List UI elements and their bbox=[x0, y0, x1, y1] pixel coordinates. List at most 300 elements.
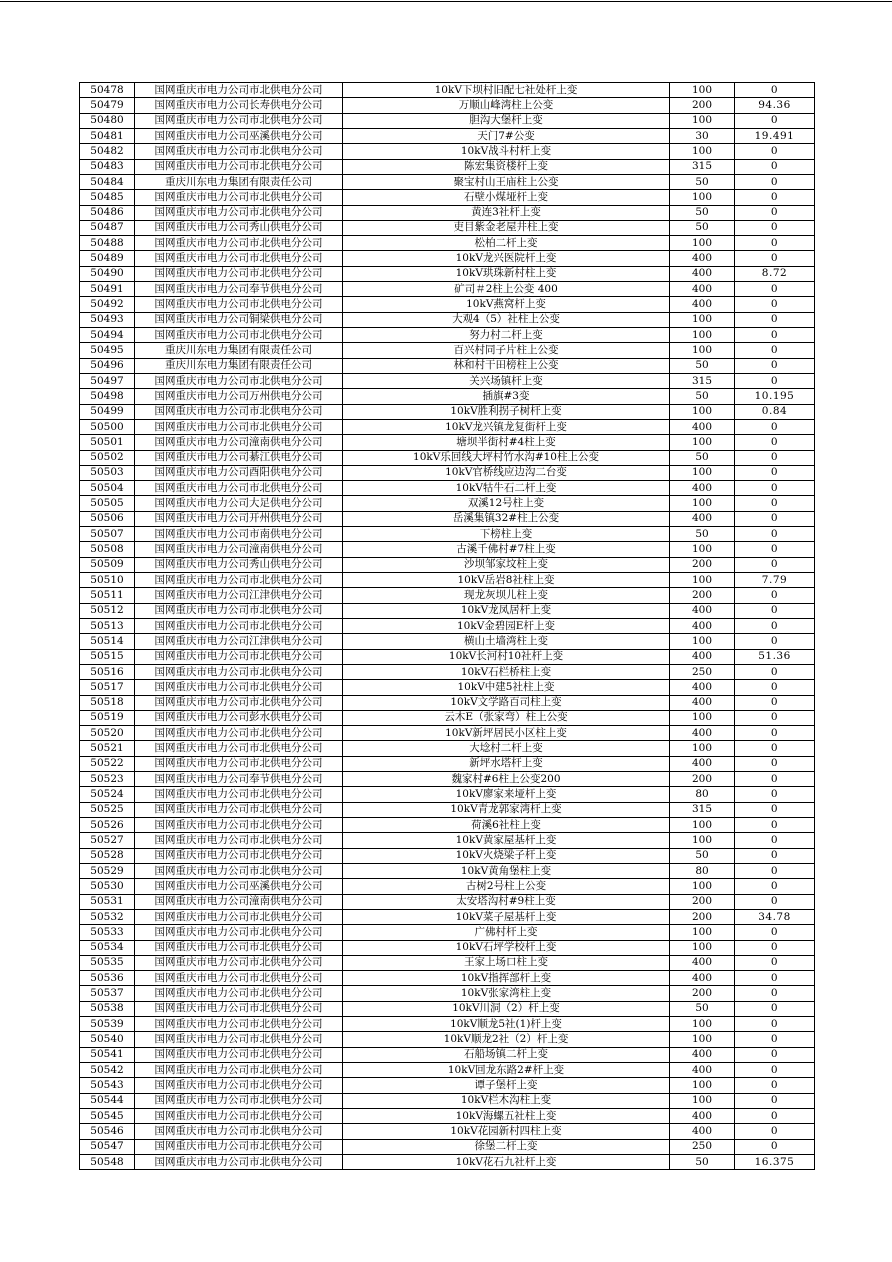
table-row bbox=[80, 649, 815, 664]
company-cell: 国网重庆市电力公司市北供电分公司 bbox=[135, 986, 343, 1001]
value-cell: 0 bbox=[735, 251, 815, 266]
transformer-name-cell: 10kV中建5社柱上变 bbox=[343, 680, 670, 695]
table-row bbox=[80, 940, 815, 955]
row-id-cell: 50546 bbox=[80, 1124, 135, 1139]
capacity-cell: 400 bbox=[670, 955, 735, 970]
table-row bbox=[80, 802, 815, 817]
value-cell: 0 bbox=[735, 741, 815, 756]
row-id-cell: 50531 bbox=[80, 894, 135, 909]
capacity-cell: 400 bbox=[670, 419, 735, 434]
value-cell: 0 bbox=[735, 419, 815, 434]
company-cell: 国网重庆市电力公司市北供电分公司 bbox=[135, 909, 343, 924]
value-cell: 0 bbox=[735, 1017, 815, 1032]
company-cell: 国网重庆市电力公司市北供电分公司 bbox=[135, 1108, 343, 1123]
company-cell: 国网重庆市电力公司市北供电分公司 bbox=[135, 419, 343, 434]
value-cell: 0 bbox=[735, 1124, 815, 1139]
value-cell: 0 bbox=[735, 818, 815, 833]
capacity-cell: 400 bbox=[670, 297, 735, 312]
value-cell: 0 bbox=[735, 1047, 815, 1062]
transformer-name-cell: 大观4（5）社柱上公变 bbox=[343, 312, 670, 327]
capacity-cell: 400 bbox=[670, 726, 735, 741]
row-id-cell: 50510 bbox=[80, 573, 135, 588]
transformer-name-cell: 10kV栏木沟柱上变 bbox=[343, 1093, 670, 1108]
capacity-cell: 100 bbox=[670, 496, 735, 511]
company-cell: 国网重庆市电力公司长寿供电分公司 bbox=[135, 98, 343, 113]
company-cell: 国网重庆市电力公司大足供电分公司 bbox=[135, 496, 343, 511]
capacity-cell: 200 bbox=[670, 894, 735, 909]
transformer-name-cell: 沙坝邹家坟柱上变 bbox=[343, 557, 670, 572]
company-cell: 国网重庆市电力公司江津供电分公司 bbox=[135, 588, 343, 603]
capacity-cell: 250 bbox=[670, 664, 735, 679]
capacity-cell: 100 bbox=[670, 144, 735, 159]
company-cell: 国网重庆市电力公司市北供电分公司 bbox=[135, 205, 343, 220]
row-id-cell: 50519 bbox=[80, 710, 135, 725]
capacity-cell: 100 bbox=[670, 435, 735, 450]
company-cell: 国网重庆市电力公司市北供电分公司 bbox=[135, 1139, 343, 1154]
capacity-cell: 400 bbox=[670, 282, 735, 297]
capacity-cell: 200 bbox=[670, 98, 735, 113]
company-cell: 国网重庆市电力公司酉阳供电分公司 bbox=[135, 465, 343, 480]
value-cell: 0 bbox=[735, 527, 815, 542]
transformer-name-cell: 10kV顺龙2社（2）杆上变 bbox=[343, 1032, 670, 1047]
transformer-name-cell: 10kV龙兴医院杆上变 bbox=[343, 251, 670, 266]
transformer-name-cell: 10kV花石九社杆上变 bbox=[343, 1154, 670, 1169]
row-id-cell: 50525 bbox=[80, 802, 135, 817]
row-id-cell: 50537 bbox=[80, 986, 135, 1001]
row-id-cell: 50481 bbox=[80, 128, 135, 143]
value-cell: 0 bbox=[735, 955, 815, 970]
value-cell: 0 bbox=[735, 312, 815, 327]
capacity-cell: 250 bbox=[670, 1139, 735, 1154]
value-cell: 8.72 bbox=[735, 266, 815, 281]
row-id-cell: 50516 bbox=[80, 664, 135, 679]
transformer-name-cell: 10kV回龙东路2#杆上变 bbox=[343, 1063, 670, 1078]
table-row bbox=[80, 282, 815, 297]
row-id-cell: 50496 bbox=[80, 358, 135, 373]
company-cell: 国网重庆市电力公司秀山供电分公司 bbox=[135, 220, 343, 235]
capacity-cell: 100 bbox=[670, 328, 735, 343]
transformer-name-cell: 万顺山峰湾柱上公变 bbox=[343, 98, 670, 113]
table-row bbox=[80, 1078, 815, 1093]
table-row bbox=[80, 128, 815, 143]
transformer-name-cell: 10kV龙凤居杆上变 bbox=[343, 603, 670, 618]
company-cell: 国网重庆市电力公司铜梁供电分公司 bbox=[135, 312, 343, 327]
table-row bbox=[80, 772, 815, 787]
table-body bbox=[80, 83, 815, 1170]
transformer-name-cell: 10kV文学路百司柱上变 bbox=[343, 695, 670, 710]
row-id-cell: 50532 bbox=[80, 909, 135, 924]
capacity-cell: 100 bbox=[670, 634, 735, 649]
company-cell: 国网重庆市电力公司市北供电分公司 bbox=[135, 481, 343, 496]
company-cell: 国网重庆市电力公司市北供电分公司 bbox=[135, 1047, 343, 1062]
transformer-name-cell: 10kV乐回线大坪村竹水沟#10柱上公变 bbox=[343, 450, 670, 465]
transformer-name-cell: 10kV张家湾柱上变 bbox=[343, 986, 670, 1001]
company-cell: 国网重庆市电力公司市北供电分公司 bbox=[135, 404, 343, 419]
table-row bbox=[80, 863, 815, 878]
value-cell: 0 bbox=[735, 542, 815, 557]
transformer-name-cell: 10kV战斗村杆上变 bbox=[343, 144, 670, 159]
row-id-cell: 50498 bbox=[80, 389, 135, 404]
transformer-name-cell: 10kV岳岩8社柱上变 bbox=[343, 573, 670, 588]
value-cell: 0 bbox=[735, 481, 815, 496]
row-id-cell: 50491 bbox=[80, 282, 135, 297]
row-id-cell: 50480 bbox=[80, 113, 135, 128]
transformer-name-cell: 现龙灰坝儿柱上变 bbox=[343, 588, 670, 603]
transformer-table bbox=[79, 82, 815, 1170]
table-row bbox=[80, 557, 815, 572]
row-id-cell: 50501 bbox=[80, 435, 135, 450]
table-row bbox=[80, 1017, 815, 1032]
company-cell: 国网重庆市电力公司市北供电分公司 bbox=[135, 818, 343, 833]
table-row bbox=[80, 159, 815, 174]
value-cell: 0 bbox=[735, 343, 815, 358]
capacity-cell: 100 bbox=[670, 741, 735, 756]
value-cell: 0 bbox=[735, 603, 815, 618]
company-cell: 国网重庆市电力公司巫溪供电分公司 bbox=[135, 879, 343, 894]
table-row bbox=[80, 98, 815, 113]
value-cell: 19.491 bbox=[735, 128, 815, 143]
value-cell: 0 bbox=[735, 680, 815, 695]
value-cell: 0 bbox=[735, 511, 815, 526]
capacity-cell: 100 bbox=[670, 542, 735, 557]
capacity-cell: 400 bbox=[670, 1063, 735, 1078]
value-cell: 0 bbox=[735, 664, 815, 679]
company-cell: 国网重庆市电力公司市北供电分公司 bbox=[135, 236, 343, 251]
table-row bbox=[80, 435, 815, 450]
table-row bbox=[80, 680, 815, 695]
row-id-cell: 50483 bbox=[80, 159, 135, 174]
transformer-name-cell: 10kV顺龙5社(1)杆上变 bbox=[343, 1017, 670, 1032]
transformer-name-cell: 10kV珙珠新村柱上变 bbox=[343, 266, 670, 281]
value-cell: 0 bbox=[735, 1032, 815, 1047]
table-row bbox=[80, 741, 815, 756]
row-id-cell: 50502 bbox=[80, 450, 135, 465]
capacity-cell: 400 bbox=[670, 1047, 735, 1062]
company-cell: 国网重庆市电力公司巫溪供电分公司 bbox=[135, 128, 343, 143]
capacity-cell: 30 bbox=[670, 128, 735, 143]
table-row bbox=[80, 833, 815, 848]
transformer-name-cell: 石船场镇二杆上变 bbox=[343, 1047, 670, 1062]
value-cell: 0 bbox=[735, 328, 815, 343]
company-cell: 国网重庆市电力公司奉节供电分公司 bbox=[135, 772, 343, 787]
capacity-cell: 100 bbox=[670, 1032, 735, 1047]
table-row bbox=[80, 710, 815, 725]
company-cell: 国网重庆市电力公司市北供电分公司 bbox=[135, 863, 343, 878]
company-cell: 国网重庆市电力公司綦江供电分公司 bbox=[135, 450, 343, 465]
capacity-cell: 80 bbox=[670, 863, 735, 878]
capacity-cell: 100 bbox=[670, 465, 735, 480]
value-cell: 0 bbox=[735, 894, 815, 909]
company-cell: 国网重庆市电力公司市北供电分公司 bbox=[135, 618, 343, 633]
row-id-cell: 50482 bbox=[80, 144, 135, 159]
capacity-cell: 315 bbox=[670, 159, 735, 174]
capacity-cell: 200 bbox=[670, 986, 735, 1001]
table-row bbox=[80, 144, 815, 159]
transformer-name-cell: 10kV廖家来垭杆上变 bbox=[343, 787, 670, 802]
capacity-cell: 400 bbox=[670, 481, 735, 496]
table-row bbox=[80, 496, 815, 511]
transformer-name-cell: 10kV长河村10社杆上变 bbox=[343, 649, 670, 664]
company-cell: 国网重庆市电力公司市南供电分公司 bbox=[135, 527, 343, 542]
row-id-cell: 50534 bbox=[80, 940, 135, 955]
value-cell: 0 bbox=[735, 588, 815, 603]
table-row bbox=[80, 205, 815, 220]
value-cell: 0 bbox=[735, 236, 815, 251]
transformer-name-cell: 王家上场口柱上变 bbox=[343, 955, 670, 970]
company-cell: 国网重庆市电力公司市北供电分公司 bbox=[135, 833, 343, 848]
value-cell: 0 bbox=[735, 1093, 815, 1108]
transformer-name-cell: 10kV燕窝杆上变 bbox=[343, 297, 670, 312]
table-row bbox=[80, 894, 815, 909]
transformer-name-cell: 10kV川洞（2）杆上变 bbox=[343, 1001, 670, 1016]
table-row bbox=[80, 603, 815, 618]
company-cell: 国网重庆市电力公司市北供电分公司 bbox=[135, 955, 343, 970]
value-cell: 0 bbox=[735, 144, 815, 159]
table-row bbox=[80, 251, 815, 266]
table-row bbox=[80, 312, 815, 327]
capacity-cell: 50 bbox=[670, 389, 735, 404]
row-id-cell: 50507 bbox=[80, 527, 135, 542]
value-cell: 0 bbox=[735, 373, 815, 388]
transformer-name-cell: 10kV菜子屋基杆上变 bbox=[343, 909, 670, 924]
capacity-cell: 400 bbox=[670, 971, 735, 986]
transformer-name-cell: 石壁小煤垭杆上变 bbox=[343, 190, 670, 205]
transformer-name-cell: 胆沟大堡杆上变 bbox=[343, 113, 670, 128]
table-row bbox=[80, 328, 815, 343]
value-cell: 94.36 bbox=[735, 98, 815, 113]
row-id-cell: 50524 bbox=[80, 787, 135, 802]
company-cell: 国网重庆市电力公司市北供电分公司 bbox=[135, 1032, 343, 1047]
row-id-cell: 50542 bbox=[80, 1063, 135, 1078]
value-cell: 0 bbox=[735, 1063, 815, 1078]
row-id-cell: 50543 bbox=[80, 1078, 135, 1093]
value-cell: 0 bbox=[735, 772, 815, 787]
capacity-cell: 100 bbox=[670, 1093, 735, 1108]
row-id-cell: 50484 bbox=[80, 174, 135, 189]
row-id-cell: 50488 bbox=[80, 236, 135, 251]
row-id-cell: 50508 bbox=[80, 542, 135, 557]
value-cell: 0 bbox=[735, 986, 815, 1001]
table-row bbox=[80, 174, 815, 189]
row-id-cell: 50503 bbox=[80, 465, 135, 480]
row-id-cell: 50509 bbox=[80, 557, 135, 572]
capacity-cell: 50 bbox=[670, 527, 735, 542]
row-id-cell: 50530 bbox=[80, 879, 135, 894]
company-cell: 国网重庆市电力公司市北供电分公司 bbox=[135, 328, 343, 343]
capacity-cell: 400 bbox=[670, 649, 735, 664]
value-cell: 0 bbox=[735, 190, 815, 205]
table-row bbox=[80, 971, 815, 986]
value-cell: 0 bbox=[735, 1108, 815, 1123]
capacity-cell: 200 bbox=[670, 557, 735, 572]
table-row bbox=[80, 787, 815, 802]
transformer-name-cell: 黄连3社杆上变 bbox=[343, 205, 670, 220]
table-row bbox=[80, 618, 815, 633]
company-cell: 国网重庆市电力公司潼南供电分公司 bbox=[135, 435, 343, 450]
company-cell: 国网重庆市电力公司市北供电分公司 bbox=[135, 695, 343, 710]
row-id-cell: 50490 bbox=[80, 266, 135, 281]
transformer-name-cell: 10kV火烧梁子杆上变 bbox=[343, 848, 670, 863]
table-row bbox=[80, 695, 815, 710]
capacity-cell: 50 bbox=[670, 205, 735, 220]
table-row bbox=[80, 511, 815, 526]
capacity-cell: 50 bbox=[670, 1001, 735, 1016]
value-cell: 0 bbox=[735, 695, 815, 710]
capacity-cell: 50 bbox=[670, 1154, 735, 1169]
company-cell: 国网重庆市电力公司市北供电分公司 bbox=[135, 1093, 343, 1108]
company-cell: 国网重庆市电力公司市北供电分公司 bbox=[135, 756, 343, 771]
transformer-name-cell: 横山土墙湾柱上变 bbox=[343, 634, 670, 649]
transformer-name-cell: 10kV石栏桥柱上变 bbox=[343, 664, 670, 679]
row-id-cell: 50497 bbox=[80, 373, 135, 388]
value-cell: 0 bbox=[735, 618, 815, 633]
company-cell: 国网重庆市电力公司江津供电分公司 bbox=[135, 634, 343, 649]
table-row bbox=[80, 588, 815, 603]
company-cell: 国网重庆市电力公司市北供电分公司 bbox=[135, 848, 343, 863]
company-cell: 国网重庆市电力公司市北供电分公司 bbox=[135, 741, 343, 756]
value-cell: 0.84 bbox=[735, 404, 815, 419]
table-row bbox=[80, 190, 815, 205]
table-row bbox=[80, 1124, 815, 1139]
value-cell: 0 bbox=[735, 787, 815, 802]
value-cell: 0 bbox=[735, 1139, 815, 1154]
transformer-name-cell: 10kV胜利拐子树杆上变 bbox=[343, 404, 670, 419]
value-cell: 0 bbox=[735, 83, 815, 98]
page-top-rule bbox=[0, 1, 892, 2]
capacity-cell: 400 bbox=[670, 618, 735, 633]
capacity-cell: 400 bbox=[670, 756, 735, 771]
table-row bbox=[80, 925, 815, 940]
company-cell: 国网重庆市电力公司市北供电分公司 bbox=[135, 266, 343, 281]
value-cell: 0 bbox=[735, 450, 815, 465]
transformer-name-cell: 岳溪集镇32#柱上公变 bbox=[343, 511, 670, 526]
company-cell: 国网重庆市电力公司市北供电分公司 bbox=[135, 940, 343, 955]
value-cell: 0 bbox=[735, 756, 815, 771]
transformer-name-cell: 谭子堡杆上变 bbox=[343, 1078, 670, 1093]
row-id-cell: 50545 bbox=[80, 1108, 135, 1123]
table-row bbox=[80, 297, 815, 312]
table-row bbox=[80, 848, 815, 863]
value-cell: 0 bbox=[735, 435, 815, 450]
transformer-name-cell: 太安塔沟村#9柱上变 bbox=[343, 894, 670, 909]
capacity-cell: 50 bbox=[670, 220, 735, 235]
company-cell: 国网重庆市电力公司市北供电分公司 bbox=[135, 297, 343, 312]
transformer-name-cell: 矿司＃2柱上公变 400 bbox=[343, 282, 670, 297]
table-row bbox=[80, 1139, 815, 1154]
transformer-name-cell: 塘坝半街村#4柱上变 bbox=[343, 435, 670, 450]
transformer-name-cell: 10kV牯牛石二杆上变 bbox=[343, 481, 670, 496]
company-cell: 国网重庆市电力公司市北供电分公司 bbox=[135, 603, 343, 618]
transformer-name-cell: 10kV花园新村四柱上变 bbox=[343, 1124, 670, 1139]
company-cell: 国网重庆市电力公司市北供电分公司 bbox=[135, 159, 343, 174]
capacity-cell: 100 bbox=[670, 404, 735, 419]
table-row bbox=[80, 542, 815, 557]
table-row bbox=[80, 358, 815, 373]
table-row bbox=[80, 389, 815, 404]
row-id-cell: 50500 bbox=[80, 419, 135, 434]
capacity-cell: 200 bbox=[670, 588, 735, 603]
row-id-cell: 50485 bbox=[80, 190, 135, 205]
capacity-cell: 400 bbox=[670, 603, 735, 618]
transformer-name-cell: 10kV黄角堡柱上变 bbox=[343, 863, 670, 878]
table-row bbox=[80, 986, 815, 1001]
capacity-cell: 100 bbox=[670, 83, 735, 98]
company-cell: 重庆川东电力集团有限责任公司 bbox=[135, 174, 343, 189]
value-cell: 7.79 bbox=[735, 573, 815, 588]
company-cell: 国网重庆市电力公司市北供电分公司 bbox=[135, 251, 343, 266]
value-cell: 0 bbox=[735, 971, 815, 986]
capacity-cell: 400 bbox=[670, 680, 735, 695]
transformer-name-cell: 10kV龙兴镇龙复街杆上变 bbox=[343, 419, 670, 434]
company-cell: 国网重庆市电力公司市北供电分公司 bbox=[135, 373, 343, 388]
row-id-cell: 50517 bbox=[80, 680, 135, 695]
table-row bbox=[80, 465, 815, 480]
row-id-cell: 50494 bbox=[80, 328, 135, 343]
company-cell: 国网重庆市电力公司市北供电分公司 bbox=[135, 649, 343, 664]
transformer-name-cell: 10kV黄家屋基杆上变 bbox=[343, 833, 670, 848]
transformer-name-cell: 古树2号柱上公变 bbox=[343, 879, 670, 894]
row-id-cell: 50514 bbox=[80, 634, 135, 649]
company-cell: 国网重庆市电力公司市北供电分公司 bbox=[135, 726, 343, 741]
row-id-cell: 50527 bbox=[80, 833, 135, 848]
transformer-name-cell: 10kV新坪居民小区柱上变 bbox=[343, 726, 670, 741]
row-id-cell: 50529 bbox=[80, 863, 135, 878]
capacity-cell: 315 bbox=[670, 802, 735, 817]
table-row bbox=[80, 1063, 815, 1078]
company-cell: 重庆川东电力集团有限责任公司 bbox=[135, 343, 343, 358]
row-id-cell: 50504 bbox=[80, 481, 135, 496]
transformer-name-cell: 聚宝村山王庙柱上公变 bbox=[343, 174, 670, 189]
value-cell: 0 bbox=[735, 634, 815, 649]
transformer-name-cell: 广佛村杆上变 bbox=[343, 925, 670, 940]
value-cell: 0 bbox=[735, 205, 815, 220]
table-row bbox=[80, 343, 815, 358]
value-cell: 0 bbox=[735, 940, 815, 955]
row-id-cell: 50492 bbox=[80, 297, 135, 312]
row-id-cell: 50520 bbox=[80, 726, 135, 741]
transformer-name-cell: 双溪12号柱上变 bbox=[343, 496, 670, 511]
value-cell: 0 bbox=[735, 726, 815, 741]
capacity-cell: 100 bbox=[670, 343, 735, 358]
company-cell: 重庆川东电力集团有限责任公司 bbox=[135, 358, 343, 373]
capacity-cell: 100 bbox=[670, 113, 735, 128]
company-cell: 国网重庆市电力公司万州供电分公司 bbox=[135, 389, 343, 404]
row-id-cell: 50526 bbox=[80, 818, 135, 833]
value-cell: 0 bbox=[735, 833, 815, 848]
company-cell: 国网重庆市电力公司市北供电分公司 bbox=[135, 1063, 343, 1078]
capacity-cell: 100 bbox=[670, 312, 735, 327]
company-cell: 国网重庆市电力公司开州供电分公司 bbox=[135, 511, 343, 526]
table-row bbox=[80, 726, 815, 741]
transformer-name-cell: 大埝村二杆上变 bbox=[343, 741, 670, 756]
table-row bbox=[80, 83, 815, 98]
table-row bbox=[80, 527, 815, 542]
value-cell: 0 bbox=[735, 925, 815, 940]
row-id-cell: 50539 bbox=[80, 1017, 135, 1032]
capacity-cell: 100 bbox=[670, 710, 735, 725]
value-cell: 0 bbox=[735, 159, 815, 174]
row-id-cell: 50540 bbox=[80, 1032, 135, 1047]
capacity-cell: 100 bbox=[670, 818, 735, 833]
table-row bbox=[80, 1154, 815, 1169]
table-row bbox=[80, 450, 815, 465]
company-cell: 国网重庆市电力公司奉节供电分公司 bbox=[135, 282, 343, 297]
row-id-cell: 50547 bbox=[80, 1139, 135, 1154]
transformer-name-cell: 努力村二杆上变 bbox=[343, 328, 670, 343]
company-cell: 国网重庆市电力公司彭水供电分公司 bbox=[135, 710, 343, 725]
transformer-name-cell: 吏目紫金老屋井柱上变 bbox=[343, 220, 670, 235]
row-id-cell: 50518 bbox=[80, 695, 135, 710]
